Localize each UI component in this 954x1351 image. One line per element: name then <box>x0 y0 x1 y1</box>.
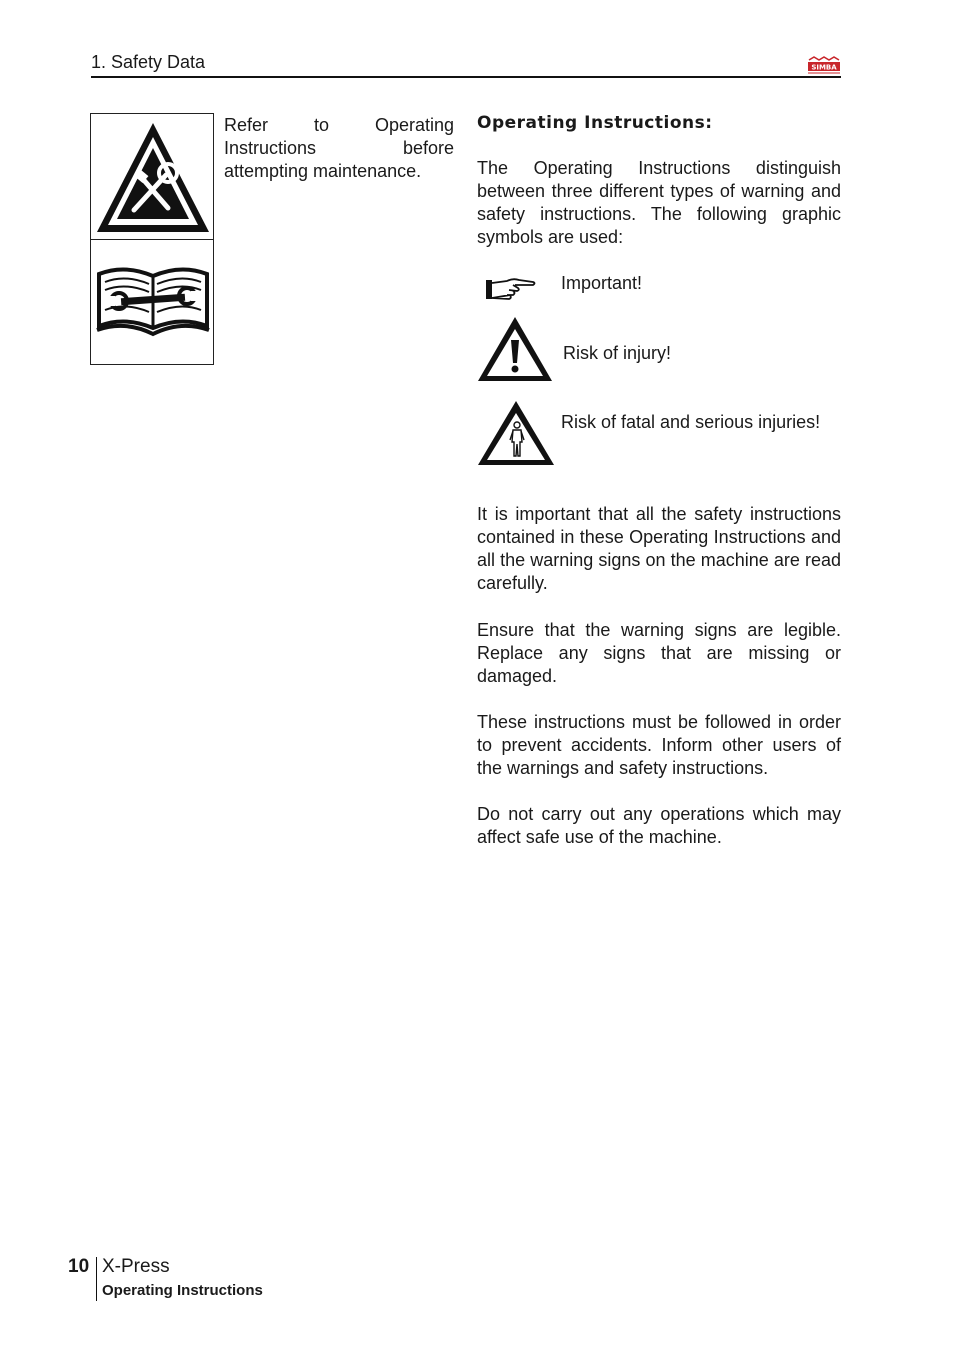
paragraph-legible-signs: Ensure that the warning signs are legible. Replace any signs that are missing or damaged. <box>477 620 841 686</box>
sign-divider <box>91 239 213 240</box>
manual-book-icon <box>95 254 211 350</box>
paragraph-safe-use: Do not carry out any operations which may affect safe use of the machine. <box>477 804 841 847</box>
page-number: 10 <box>68 1256 90 1277</box>
maintenance-sign <box>90 113 214 365</box>
symbol-label-risk-injury: Risk of injury! <box>563 343 672 363</box>
symbol-label-risk-fatal: Risk of fatal and serious injuries! <box>561 412 821 432</box>
header-rule <box>91 76 841 78</box>
product-name: X-Press <box>102 1256 170 1277</box>
footer-divider <box>96 1257 97 1301</box>
simba-logo-icon <box>807 56 841 74</box>
intro-paragraph: The Operating Instructions distinguish between three different types of warning and safety instructions. The following graphic symbols are used: <box>477 158 841 247</box>
pointing-hand-icon <box>485 276 537 302</box>
symbol-label-important: Important! <box>561 273 643 293</box>
exclamation-triangle-icon <box>477 316 553 382</box>
paragraph-read-carefully: It is important that all the safety instructions contained in these Operating Instructions and all the warning signs on the machine are read carefully. <box>477 504 841 593</box>
maintenance-warning-icon <box>94 120 212 236</box>
person-triangle-icon <box>477 400 555 466</box>
maintenance-caption: Refer to Operating Instructions before attempting maintenance. <box>224 115 454 181</box>
section-title: 1. Safety Data <box>91 52 206 72</box>
section-heading: Operating Instructions: <box>477 113 713 133</box>
paragraph-prevent-accidents: These instructions must be followed in order to prevent accidents. Inform other users of the warnings and safety instructions. <box>477 712 841 778</box>
logo-text: SIMBA <box>811 63 837 72</box>
document-type: Operating Instructions <box>102 1282 263 1299</box>
